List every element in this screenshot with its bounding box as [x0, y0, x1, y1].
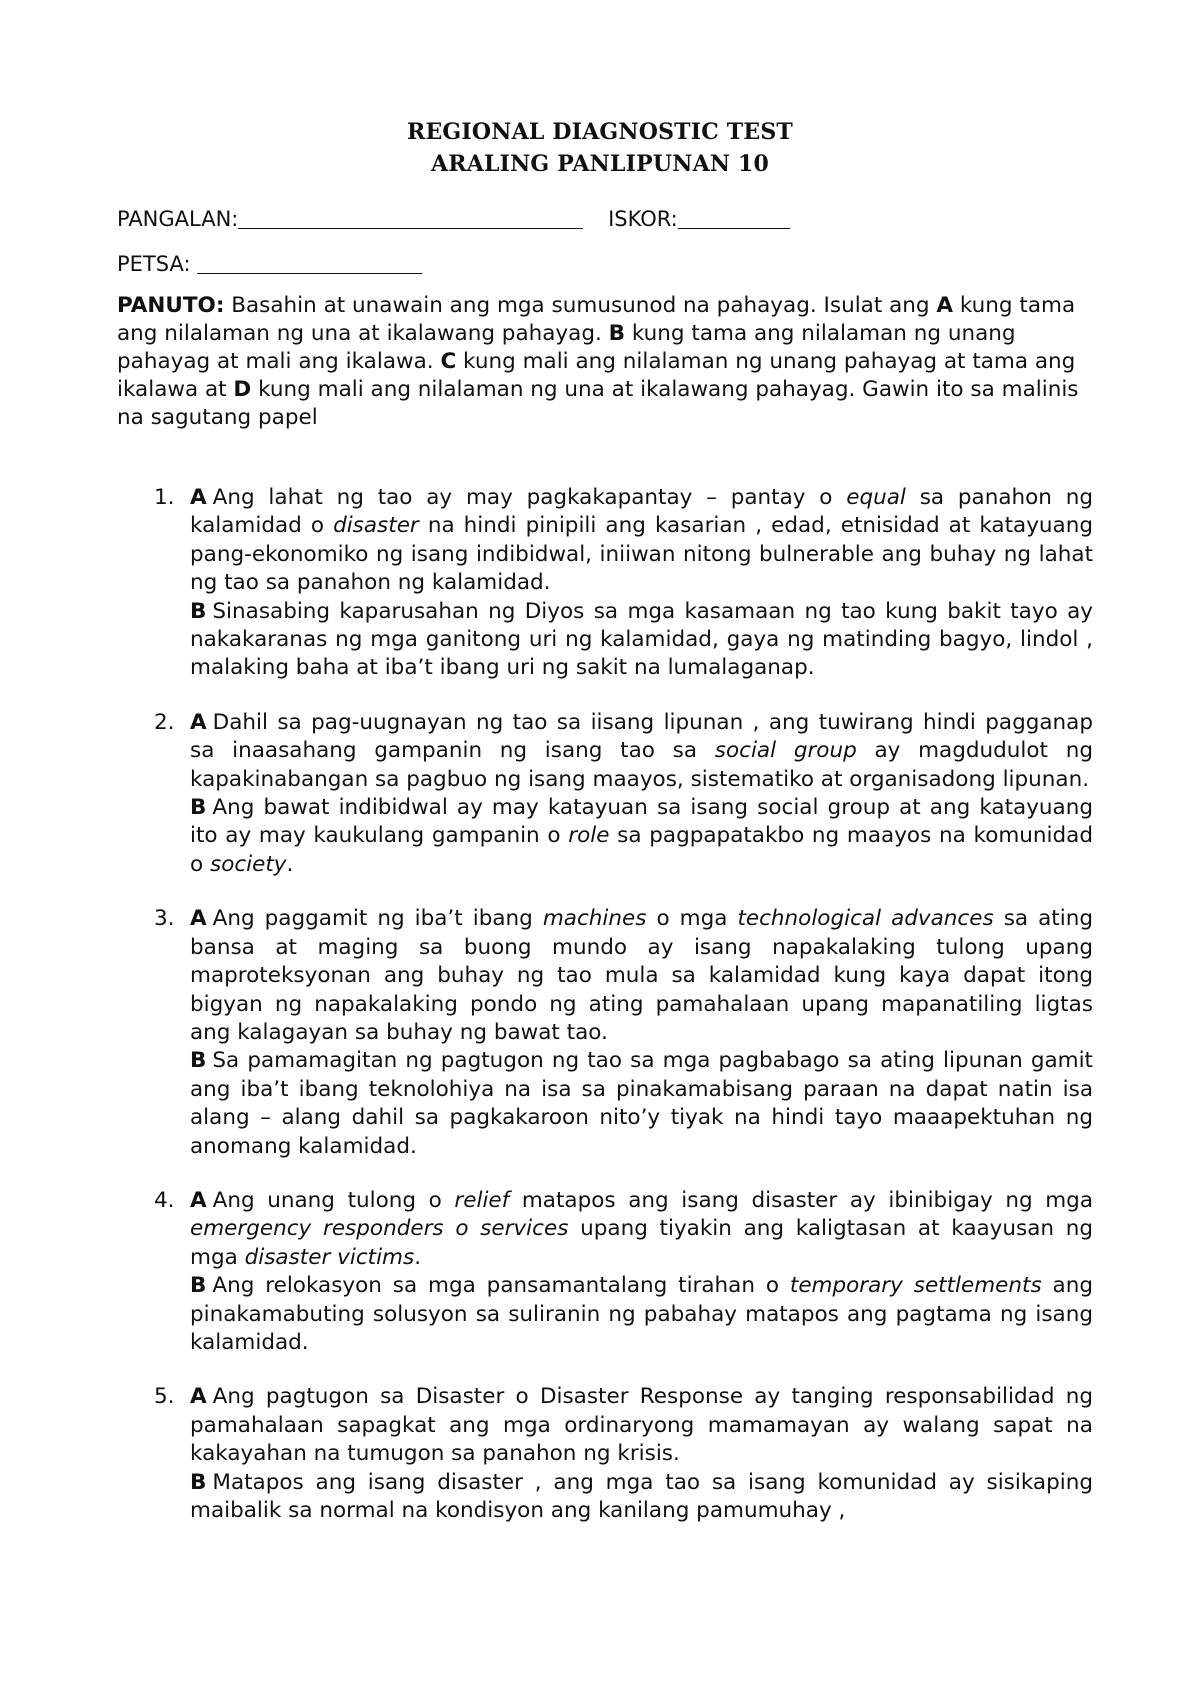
name-score-row [117, 205, 790, 233]
name-label: PANGALAN: [117, 207, 239, 231]
statement-text: Dahil sa pag-uugnayan ng tao sa iisang lipunan , ang tuwirang hindi pagganap sa inaasahang gampanin ng isang tao sa [190, 709, 1093, 764]
question-number: 4. [154, 1187, 175, 1213]
statement-italic-term: disaster [333, 513, 419, 539]
statement-letter: A [190, 1384, 207, 1410]
question-list [0, 484, 1200, 1553]
statement-letter: B [190, 1273, 207, 1299]
title-line-1: REGIONAL DIAGNOSTIC TEST [406, 119, 794, 145]
statement-text: ang pinakamabuting solusyon sa suliranin ng pabahay matapos ang pagtama ng isang kalamidad. [190, 1273, 1093, 1355]
statement-text: ay magdudulot ng kapakinabangan sa pagbuo ng isang maayos, sistematiko at organisadong lipunan. [190, 738, 1093, 792]
score-label: ISKOR: [608, 207, 678, 231]
statement-letter: A [190, 906, 207, 932]
statement-text: o mga [646, 906, 738, 932]
instructions-letter-b: B [608, 321, 626, 346]
instructions-letter-a: A [936, 293, 954, 318]
statement-italic-term: role [568, 823, 610, 849]
statement-a [190, 709, 1093, 794]
instructions-paragraph [117, 292, 1093, 432]
statement-a [190, 1187, 1093, 1272]
statement-a [190, 905, 1093, 1047]
question-item-2 [154, 709, 1093, 879]
statement-b [190, 794, 1093, 879]
statement-a [190, 1383, 1093, 1468]
statement-italic-term: society [210, 851, 287, 877]
statement-letter: A [190, 709, 207, 735]
statement-italic-term: machines [542, 906, 647, 932]
statement-italic-term: social group [714, 738, 857, 764]
statement-letter: B [190, 1469, 207, 1495]
question-item-4 [154, 1187, 1093, 1357]
score-blank[interactable] [678, 206, 790, 229]
statement-letter: A [190, 1187, 207, 1213]
statement-text: matapos ang isang disaster ay ibinibigay ng mga [509, 1187, 1093, 1213]
instructions-text-1: Basahin at unawain ang mga sumusunod na pahayag. Isulat ang [224, 293, 937, 318]
statement-italic-term: relief [454, 1187, 510, 1213]
question-number: 3. [154, 906, 175, 932]
statement-a [190, 484, 1093, 598]
statement-text: Ang relokasyon sa mga pansamantalang tirahan o [212, 1273, 790, 1299]
instructions-label: PANUTO: [117, 293, 225, 318]
date-blank[interactable] [197, 251, 422, 274]
statement-text: Ang bawat indibidwal ay may katayuan sa isang social group at ang katayuang ito ay may kaukulang gampanin o [190, 795, 1093, 849]
statement-italic-term: equal [846, 485, 906, 510]
statement-text: sa pagpapatakbo ng maayos na komunidad o [190, 823, 1093, 877]
title-line-2: ARALING PANLIPUNAN 10 [430, 151, 770, 177]
statement-text: Ang paggamit ng iba’t ibang [212, 906, 543, 932]
statement-text: na hindi pinipili ang kasarian , edad, etnisidad at katayuang pang-ekonomiko ng isang indibidwal, iniiwan nitong bulnerable ang buhay ng lahat ng tao sa panahon ng kalamidad. [190, 513, 1093, 596]
statement-text: . [286, 851, 294, 877]
question-number: 5. [154, 1384, 175, 1410]
name-blank[interactable] [238, 206, 583, 229]
statement-b [190, 598, 1093, 683]
instructions-letter-c: C [440, 349, 457, 374]
statement-italic-term: disaster victims [244, 1244, 415, 1270]
instructions-letter-d: D [233, 377, 252, 402]
statement-text: Ang lahat ng tao ay may pagkakapantay – pantay o [212, 485, 847, 510]
instructions-text-2: kung tama ang nilalaman ng una at ikalawang pahayag. [117, 293, 1076, 346]
statement-text: sa panahon ng kalamidad o [190, 485, 1094, 539]
statement-letter: B [190, 795, 207, 821]
statement-letter: B [190, 1048, 207, 1074]
statement-text: sa ating bansa at maging sa buong mundo ay isang napakalaking tulong upang maproteksyonan ang buhay ng tao mula sa kalamidad kung kaya dapat itong bigyan ng napakalaking pondo ng ating pamahalaan upang mapanatiling ligtas ang kalagayan sa buhay ng bawat tao. [190, 906, 1093, 1045]
statement-text: upang tiyakin ang kaligtasan at kaayusan ng mga [190, 1216, 1093, 1270]
statement-letter: B [190, 598, 207, 624]
statement-italic-term: emergency responders o services [190, 1216, 569, 1242]
statement-b [190, 1272, 1093, 1357]
instructions-text-5: kung mali ang nilalaman ng una at ikalawang pahayag. Gawin ito sa malinis na sagutang papel [117, 377, 1079, 430]
statement-b [190, 1047, 1093, 1161]
date-row [117, 250, 422, 278]
statement-text: Ang pagtugon sa Disaster o Disaster Response ay tanging responsabilidad ng pamahalaan sapagkat ang mga ordinaryong mamamayan ay walang sapat na kakayahan na tumugon sa panahon ng krisis. [190, 1384, 1093, 1467]
question-item-3 [154, 905, 1093, 1161]
statement-italic-term: technological advances [737, 906, 994, 932]
instructions-text-4: kung mali ang nilalaman ng unang pahayag at tama ang ikalawa at [117, 349, 1076, 402]
statement-text: Sa pamamagitan ng pagtugon ng tao sa mga pagbabago sa ating lipunan gamit ang iba’t ibang teknolohiya na isa sa pinakamabisang paraan na dapat natin isa alang – alang dahil sa pagkakaroon nito’y tiyak na hindi tayo maaapektuhan ng anomang kalamidad. [190, 1048, 1093, 1159]
statement-text: Ang unang tulong o [212, 1187, 455, 1213]
statement-letter: A [190, 485, 207, 510]
question-number: 2. [154, 709, 175, 735]
question-item-1 [154, 484, 1094, 683]
statement-text: . [414, 1244, 422, 1270]
statement-text: Matapos ang isang disaster , ang mga tao sa isang komunidad ay sisikaping maibalik sa normal na kondisyon ang kanilang pamumuhay , [190, 1469, 1093, 1523]
question-number: 1. [154, 485, 175, 510]
question-item-5 [154, 1383, 1093, 1525]
statement-italic-term: temporary settlements [789, 1273, 1042, 1299]
document-title [0, 116, 1200, 180]
date-label: PETSA: [117, 252, 198, 276]
statement-b [190, 1469, 1093, 1526]
instructions-text-3: kung tama ang nilalaman ng unang pahayag at mali ang ikalawa. [117, 321, 1016, 374]
statement-text: Sinasabing kaparusahan ng Diyos sa mga kasamaan ng tao kung bakit tayo ay nakakaranas ng mga ganitong uri ng kalamidad, gaya ng matinding bagyo, lindol , malaking baha at iba’t ibang uri ng sakit na lumalaganap. [190, 598, 1093, 681]
